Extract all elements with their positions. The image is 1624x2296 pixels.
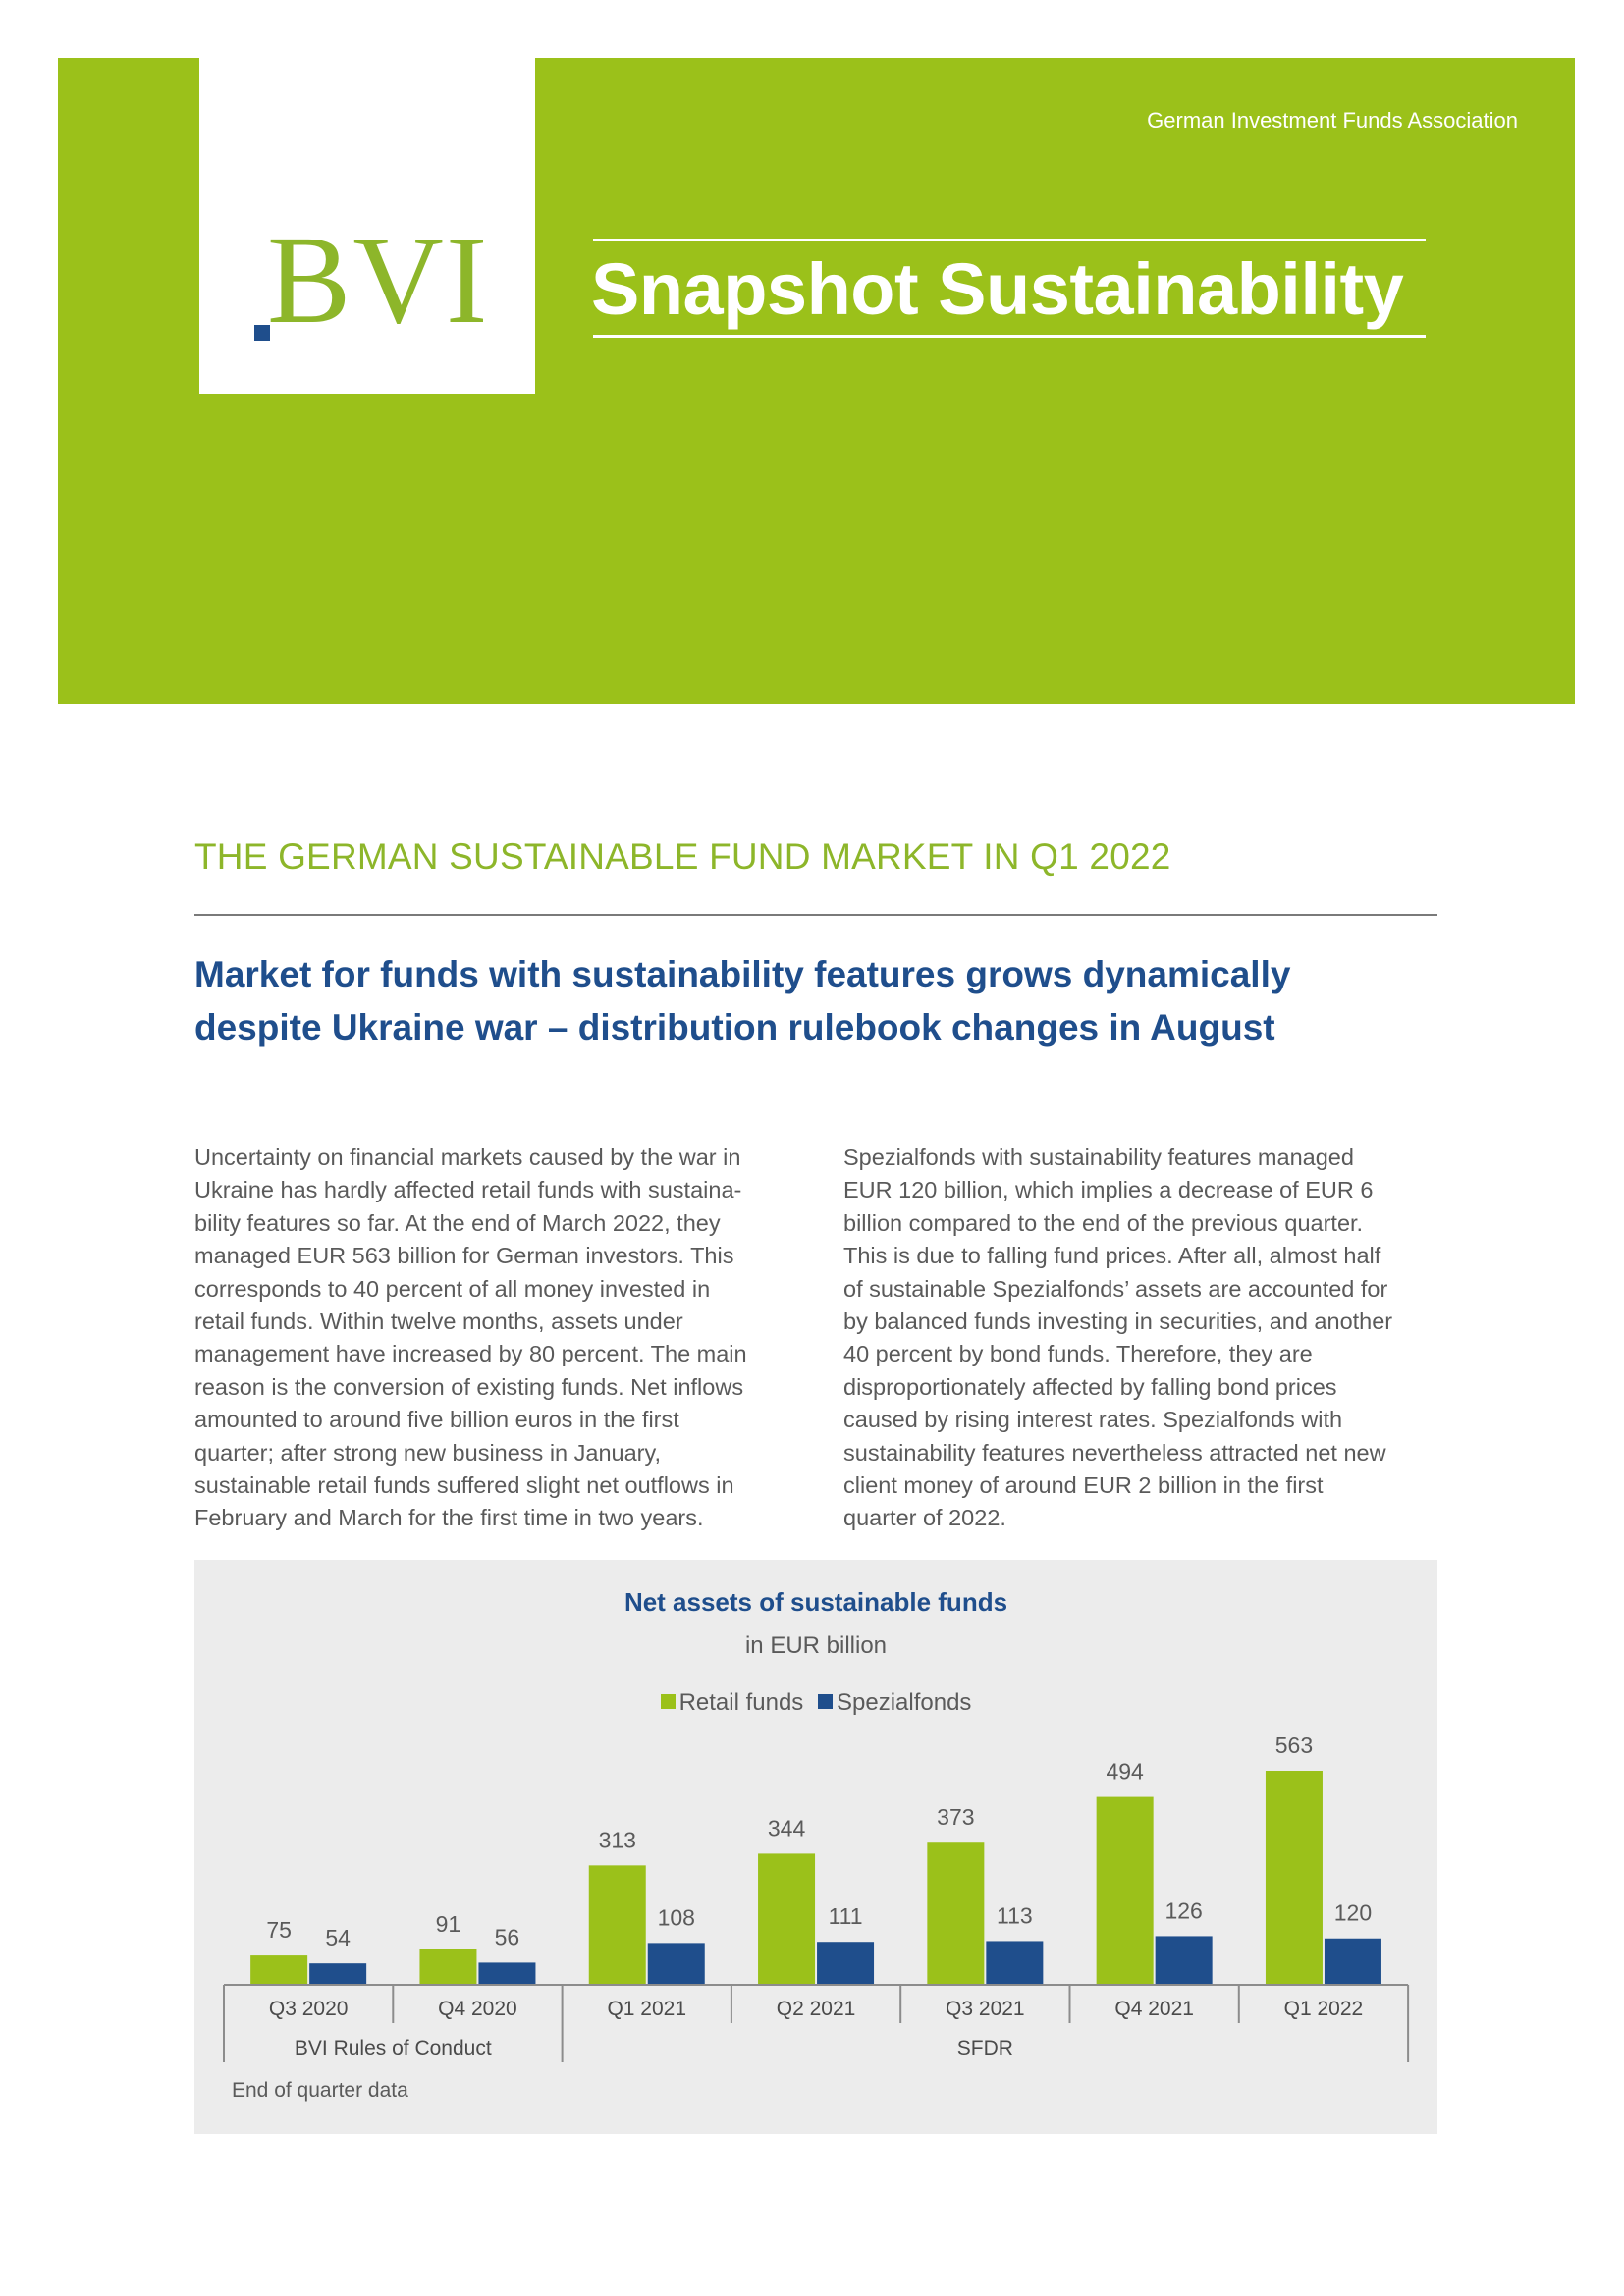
body-line: EUR 120 billion, which implies a decrease of EUR 6 <box>843 1177 1374 1203</box>
body-line: client money of around EUR 2 billion in the first <box>843 1472 1324 1499</box>
body-line: disproportionately affected by falling bond prices <box>843 1373 1337 1400</box>
bar-retail <box>1266 1771 1323 1984</box>
body-line: quarter; after strong new business in January, <box>194 1439 662 1466</box>
data-label: 56 <box>494 1924 520 1950</box>
data-label: 113 <box>997 1902 1033 1929</box>
body-line: amounted to around five billion euros in the first <box>194 1407 679 1433</box>
data-label: 108 <box>657 1904 695 1931</box>
data-label: 54 <box>325 1925 351 1951</box>
bar-retail <box>1097 1797 1154 1984</box>
bar-retail <box>927 1842 984 1984</box>
category-label: Q4 2020 <box>438 1998 517 2020</box>
data-label: 75 <box>266 1917 292 1944</box>
chart-footnote: End of quarter data <box>232 2079 408 2102</box>
chart-subtitle: in EUR billion <box>744 1632 888 1659</box>
data-label: 313 <box>598 1827 636 1853</box>
body-line: reason is the conversion of existing funds. Net inflows <box>194 1373 744 1400</box>
body-line: sustainable retail funds suffered slight net outflows in <box>194 1472 734 1499</box>
bar-chart <box>194 1560 1437 2134</box>
chart-title: Net assets of sustainable funds <box>623 1587 1008 1617</box>
category-label: Q1 2021 <box>607 1998 687 2020</box>
bar-spezialfonds <box>1156 1936 1213 1984</box>
data-label: 120 <box>1333 1899 1373 1926</box>
bar-retail <box>419 1949 476 1984</box>
bar-spezialfonds <box>309 1963 366 1984</box>
title-rule-bottom <box>593 335 1426 338</box>
data-label: 91 <box>435 1910 461 1937</box>
body-line: 40 percent by bond funds. Therefore, they are <box>843 1341 1313 1367</box>
bar-spezialfonds <box>986 1941 1043 1984</box>
section-heading: THE GERMAN SUSTAINABLE FUND MARKET IN Q1 2022 <box>194 836 1171 877</box>
section-divider <box>194 914 1437 916</box>
category-label: Q4 2021 <box>1114 1998 1194 2020</box>
body-line: bility features so far. At the end of March 2022, they <box>194 1209 721 1236</box>
bar-spezialfonds <box>817 1942 874 1984</box>
bar-retail <box>250 1955 307 1984</box>
body-line: sustainability features nevertheless attracted net new <box>843 1439 1386 1466</box>
body-line: by balanced funds investing in securities, and another <box>843 1308 1393 1335</box>
data-label: 344 <box>767 1815 806 1842</box>
category-label: Q3 2020 <box>268 1998 349 2020</box>
bar-spezialfonds <box>478 1962 535 1984</box>
data-label: 373 <box>937 1804 975 1831</box>
category-label: Q3 2021 <box>946 1998 1025 2020</box>
body-line: Spezialfonds with sustainability features managed <box>843 1145 1354 1170</box>
body-line: caused by rising interest rates. Spezialfonds with <box>843 1407 1343 1433</box>
legend-label: Spezialfonds <box>836 1689 972 1716</box>
body-line: of sustainable Spezialfonds’ assets are accounted for <box>843 1275 1388 1302</box>
group-label: BVI Rules of Conduct <box>294 2037 492 2059</box>
body-line: Ukraine has hardly affected retail funds with sustaina- <box>194 1177 742 1203</box>
bvi-logo: BVI <box>267 210 490 349</box>
body-line: quarter of 2022. <box>843 1505 1006 1531</box>
body-line: management have increased by 80 percent. The main <box>194 1341 747 1367</box>
chart-panel <box>194 1560 1437 2134</box>
bar-spezialfonds <box>648 1943 705 1984</box>
body-line: February and March for the first time in two years. <box>194 1505 704 1531</box>
data-label: 126 <box>1164 1897 1203 1924</box>
data-label: 111 <box>828 1903 863 1930</box>
category-label: Q2 2021 <box>776 1998 856 2020</box>
data-label: 494 <box>1106 1758 1144 1785</box>
legend-label: Retail funds <box>678 1689 804 1716</box>
headline <box>194 948 1451 1054</box>
bar-retail <box>589 1865 646 1984</box>
document-title: Snapshot Sustainability <box>591 248 1404 330</box>
data-label: 563 <box>1274 1733 1314 1758</box>
title-rule-top <box>593 239 1426 241</box>
association-name: German Investment Funds Association <box>1147 108 1518 133</box>
body-column-right <box>843 1142 1452 1535</box>
headline-line: Market for funds with sustainability features grows dynamically <box>194 954 1291 994</box>
body-line: corresponds to 40 percent of all money invested in <box>194 1275 711 1302</box>
body-line: This is due to falling fund prices. After all, almost half <box>843 1243 1381 1269</box>
body-column-left <box>194 1142 803 1535</box>
category-label: Q1 2022 <box>1283 1998 1364 2020</box>
body-line: managed EUR 563 billion for German investors. This <box>194 1243 734 1269</box>
bar-retail <box>758 1853 815 1984</box>
headline-line: despite Ukraine war – distribution rulebook changes in August <box>194 1007 1275 1047</box>
body-line: Uncertainty on financial markets caused by the war in <box>194 1145 741 1170</box>
body-line: billion compared to the end of the previous quarter. <box>843 1209 1364 1236</box>
group-label: SFDR <box>956 2037 1013 2059</box>
body-line: retail funds. Within twelve months, assets under <box>194 1308 683 1335</box>
bar-spezialfonds <box>1325 1939 1381 1984</box>
